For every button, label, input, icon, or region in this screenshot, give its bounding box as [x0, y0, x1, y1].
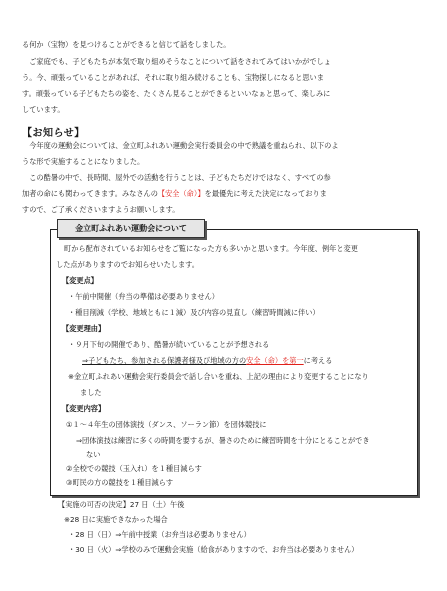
reason-note-line-1: ※金立町ふれあい運動会実行委員会で話し合いを重ね、上記の理由により変更することになり — [68, 372, 369, 381]
notice-p2-line-2 — [22, 189, 327, 199]
content-item-1: ①１～４年生の団体演技（ダンス、ソーラン節）を団体競技に — [66, 420, 267, 429]
decision-note: ※28 日に実施できなかった場合 — [64, 515, 168, 524]
reason-2-emphasis: 安全（命）を第一 — [246, 356, 304, 365]
decision-item-2: ・30 日（火）⇒学校のみで運動会実施（給食がありますので、お弁当は必要ありません） — [68, 545, 359, 554]
content-item-1-detail: ⇒団体演技は練習に多くの時間を要するが、暑さのために練習時間を十分にとることができ — [76, 436, 370, 445]
notice-p1-line-1: 今年度の運動会については、金立町ふれあい運動会実行委員会の中で熟議を重ねられ、以下のよ — [22, 141, 339, 150]
box-title-tab: 金立町ふれあい運動会について — [57, 219, 205, 238]
intro-line-3: う。今、頑張っていることがあれば、それに取り組み続けることも、宝物探しになると思いま — [22, 73, 324, 82]
reason-2-pre: ⇒子どもたち、参加される保護者様及び地域の方の — [82, 356, 247, 365]
changes-heading: 【変更点】 — [62, 276, 98, 285]
notice-p2-line-3: すので、ご了承くださいますようお願いします。 — [22, 205, 180, 214]
intro-line-5: しています。 — [22, 105, 65, 114]
notice-heading: 【お知らせ】 — [22, 128, 85, 139]
intro-line-1: る何か（宝物）を見つけることができると信じて話をしました。 — [22, 40, 231, 49]
content-heading: 【変更内容】 — [62, 404, 106, 413]
reason-note-line-2: ました — [80, 388, 102, 397]
change-item-1: ・午前中開催（弁当の準備は必要ありません） — [68, 292, 219, 301]
notice-p2-line-1: この酷暑の中で、長時間、屋外での活動を行うことは、子どもたちだけではなく、すべての参 — [22, 173, 331, 182]
content-item-2: ②全校での競技（玉入れ）を１種目減らす — [66, 464, 202, 473]
decision-heading: 【実施の可否の決定】27 日（土）午後 — [58, 500, 185, 509]
reason-item-2 — [82, 356, 332, 366]
decision-item-1: ・28 日（日）⇒午前中授業（お弁当は必要ありません） — [68, 530, 251, 539]
change-item-2: ・種目削減（学校、地域ともに１減）及び内容の見直し（練習時間減に伴い） — [68, 308, 320, 317]
notice-p2-post: を最優先に考えた決定になっておりま — [204, 189, 327, 198]
intro-line-4: す。頑張っている子どもたちの姿を、たくさん見ることができるといいなぁと思って、楽しみに — [22, 89, 331, 98]
content-item-3: ③町民の方の競技を１種目減らす — [66, 478, 174, 487]
box-intro-line-2: した点がありますのでお知らせいたします。 — [56, 260, 199, 269]
box-intro-line-1: 町から配布されているお知らせをご覧になった方も多いかと思います。今年度、例年と変更 — [64, 244, 358, 253]
reason-item-1: ・９月下旬の開催であり、酷暑が続いていることが予想される — [68, 340, 270, 349]
notice-p1-line-2: うな形で実施することになりました。 — [22, 157, 145, 166]
notice-p2-pre: 加者の命にも関わってきます。みなさんの — [22, 189, 158, 198]
reasons-heading: 【変更理由】 — [62, 324, 106, 333]
content-item-1-detail-2: ない — [86, 450, 101, 459]
safety-emphasis: 【安全（命）】 — [157, 189, 205, 198]
reason-2-post: に考える — [303, 356, 333, 365]
intro-line-2: ご家庭でも、子どもたちが本気で取り組めそうなことについて話をされてみてはいかがでしょ — [22, 57, 331, 66]
